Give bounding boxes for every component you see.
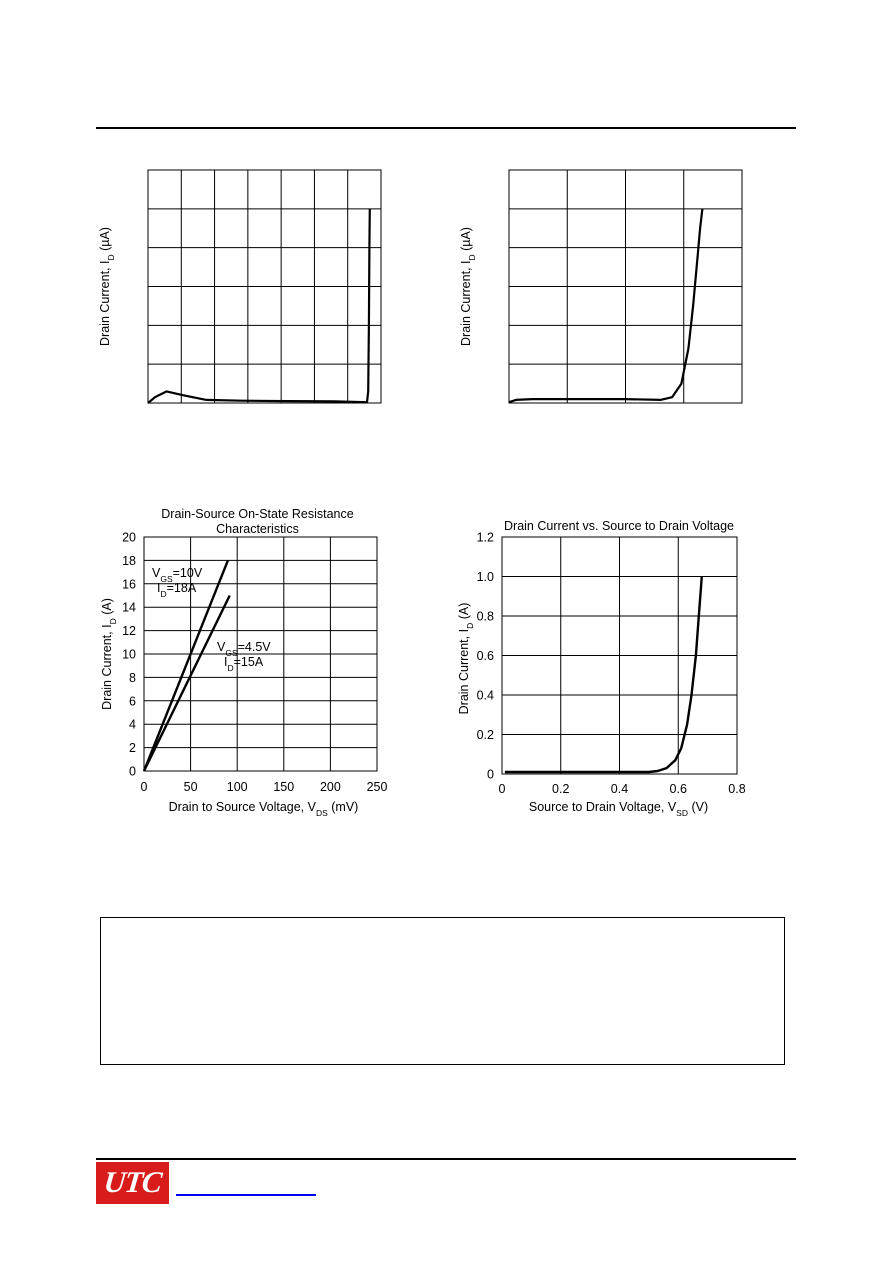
x-tick-label: 250 (366, 780, 388, 794)
chart-title: Drain Current vs. Source to Drain Voltage (504, 519, 734, 533)
note-box (100, 917, 785, 1065)
x-axis-label-part: DS (315, 808, 328, 818)
y-tick-label: 0.8 (476, 609, 494, 624)
y-axis-label-part: D (465, 622, 475, 629)
series-annotation-part: D (227, 663, 234, 673)
y-tick-label: 10 (122, 647, 136, 662)
y-axis-label-part: D (467, 254, 477, 261)
x-axis-label-part: Source to Drain Voltage, V (528, 800, 677, 814)
y-tick-label: 12 (122, 624, 136, 639)
series-annotation-part: =4.5V (237, 640, 271, 654)
x-tick-label: 100 (226, 780, 248, 794)
logo-text: UTC (102, 1166, 163, 1199)
series-line-2 (144, 596, 230, 772)
y-axis-label-part: Drain Current, I (98, 260, 112, 346)
y-axis-label-part: (A) (100, 598, 114, 619)
y-tick-label: 20 (122, 530, 136, 545)
y-tick-label: 0.2 (476, 728, 494, 742)
y-axis-label-part: (µA) (459, 227, 473, 255)
y-axis-label-part: Drain Current, I (100, 624, 114, 710)
y-axis-label-part: Drain Current, I (459, 260, 473, 346)
chart-title: Drain-Source On-State Resistance (161, 507, 354, 521)
x-axis-label-part: (mV) (327, 800, 359, 814)
y-axis-label (457, 603, 475, 715)
series-annotation-part: GS (160, 574, 173, 584)
x-tick-label: 200 (319, 780, 341, 794)
y-axis-label (98, 227, 116, 346)
x-axis-label (529, 800, 708, 818)
y-tick-label: 0.6 (476, 649, 494, 663)
y-axis-label-part: (A) (457, 602, 471, 623)
y-axis-label-part: (µA) (98, 227, 112, 255)
y-tick-label: 1.2 (476, 530, 494, 545)
series-annotation-part: =15A (233, 655, 264, 669)
series-line (509, 209, 702, 402)
y-tick-label: 8 (129, 670, 136, 685)
website-link-underline[interactable] (176, 1194, 316, 1196)
y-tick-label: 1.0 (476, 570, 494, 584)
y-tick-label: 4 (129, 717, 136, 732)
y-axis-label-part: Drain Current, I (457, 628, 471, 715)
y-tick-label: 0 (129, 764, 136, 779)
y-axis-label (459, 227, 477, 346)
x-tick-label: 0.8 (728, 782, 746, 796)
series-annotation-part: I (157, 581, 161, 595)
x-axis-label-part: (V) (687, 800, 709, 814)
y-axis-label-part: D (108, 618, 118, 625)
series-line (505, 577, 702, 773)
y-tick-label: 6 (129, 694, 136, 709)
series-annotation-part: D (160, 589, 167, 599)
utc-logo (96, 1162, 169, 1204)
x-axis-label (169, 800, 359, 818)
x-axis-label-part: SD (676, 808, 688, 818)
y-tick-label: 14 (122, 600, 136, 615)
series-annotation-part: V (152, 566, 161, 580)
x-tick-label: 0.4 (610, 782, 629, 796)
footer-rule (96, 1158, 796, 1160)
y-tick-label: 0 (487, 767, 494, 782)
series-annotation-part: GS (225, 648, 238, 658)
x-tick-label: 50 (183, 780, 198, 794)
x-tick-label: 0 (498, 782, 506, 796)
series-annotation-part: I (224, 655, 228, 669)
x-tick-label: 0.2 (552, 782, 570, 796)
y-tick-label: 16 (122, 577, 136, 592)
y-tick-label: 18 (122, 553, 136, 568)
series-annotation-part: =18A (166, 581, 197, 595)
y-tick-label: 0.4 (476, 688, 494, 703)
x-tick-label: 150 (273, 780, 295, 794)
y-axis-label (100, 598, 118, 710)
chart-title: Characteristics (216, 522, 299, 536)
y-axis-label-part: D (106, 254, 116, 261)
x-axis-label-part: Drain to Source Voltage, V (168, 800, 316, 814)
y-tick-label: 2 (129, 741, 136, 756)
x-tick-label: 0.6 (669, 782, 687, 796)
x-tick-label: 0 (140, 780, 148, 794)
series-annotation-part: V (217, 640, 226, 654)
series-annotation-part: =10V (172, 566, 203, 580)
